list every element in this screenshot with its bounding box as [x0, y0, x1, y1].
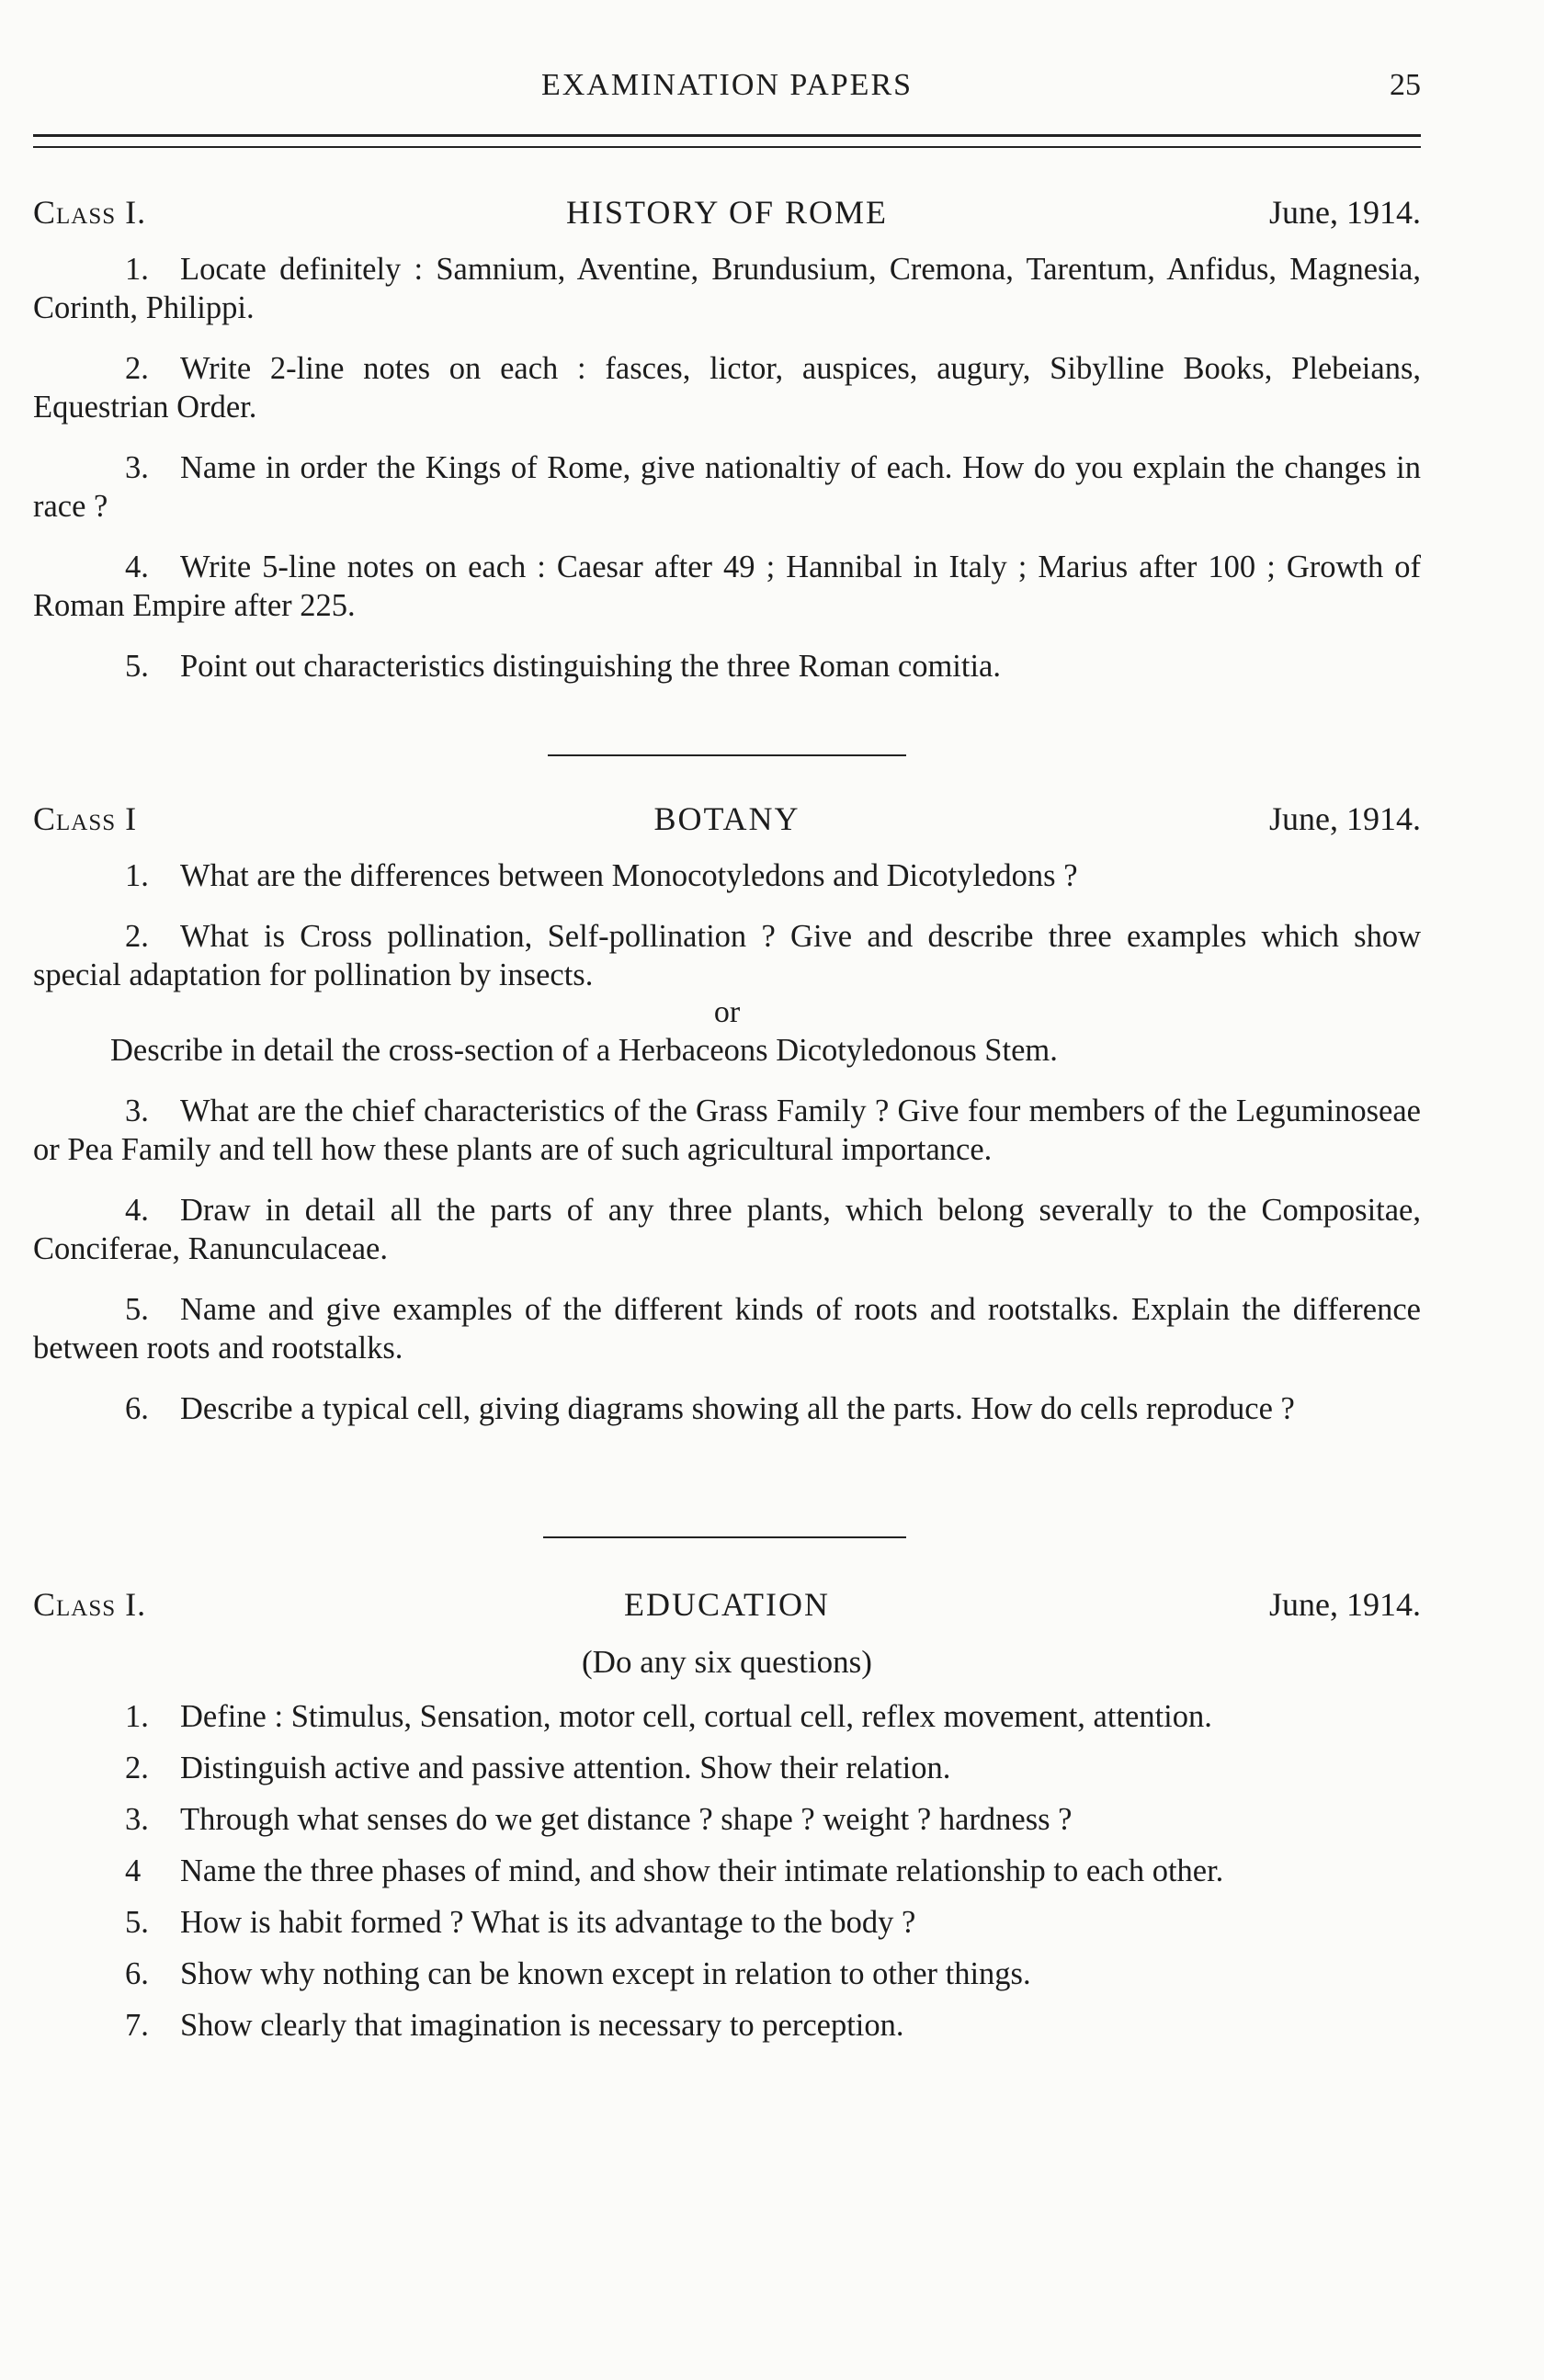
question — [33, 1697, 1421, 1736]
question-text: Name the three phases of mind, and show their intimate relationship to each other. — [180, 1853, 1224, 1888]
exam-date: June, 1914. — [1269, 800, 1421, 837]
question-number: 4 — [125, 1853, 142, 1888]
question — [33, 448, 1421, 526]
question — [33, 349, 1421, 426]
running-title: EXAMINATION PAPERS — [540, 68, 914, 102]
question-text: Locate definitely : Samnium, Aventine, Brundusium, Cremona, Tarentum, Anfidus, Magnesia, Corinth, Philippi. — [33, 252, 1421, 325]
question-text: What is Cross pollination, Self-pollination ? Give and describe three examples which show special adaptation for pollination by insects. — [33, 919, 1421, 992]
question-number: 3. — [125, 1802, 149, 1837]
class-label: Class I — [33, 800, 138, 837]
alternative-question: Describe in detail the cross-section of a Herbaceons Dicotyledonous Stem. — [110, 1033, 1058, 1068]
question-number: 2. — [125, 1751, 149, 1785]
question-text: How is habit formed ? What is its advantage to the body ? — [180, 1905, 916, 1940]
question-number: 1. — [125, 252, 149, 287]
question-text: Define : Stimulus, Sensation, motor cell, cortual cell, reflex movement, attention. — [180, 1699, 1212, 1734]
question — [33, 1955, 1421, 1993]
question — [33, 647, 1421, 686]
running-head — [33, 68, 1421, 114]
question-number: 1. — [125, 1699, 149, 1734]
exam-date: June, 1914. — [1269, 194, 1421, 231]
section-heading — [33, 1585, 1421, 1633]
question — [33, 1903, 1421, 1942]
question-text: What are the differences between Monocotyledons and Dicotyledons ? — [180, 858, 1078, 893]
question-text: Name in order the Kings of Rome, give nationaltiy of each. How do you explain the changes in race ? — [33, 450, 1421, 524]
question — [33, 856, 1421, 895]
question-number: 3. — [125, 1094, 149, 1128]
section-heading — [33, 799, 1421, 847]
section-title: EDUCATION — [624, 1586, 830, 1623]
question-text: Draw in detail all the parts of any three plants, which belong severally to the Compositae, Conciferae, Ranunculaceae. — [33, 1193, 1421, 1266]
question — [33, 548, 1421, 625]
question-number: 5. — [125, 1905, 149, 1940]
question-number: 3. — [125, 450, 149, 485]
section-education — [33, 1585, 1421, 2045]
section-botany — [33, 799, 1421, 1428]
question — [33, 1092, 1421, 1169]
question-number: 2. — [125, 351, 149, 386]
instruction: (Do any six questions) — [582, 1644, 872, 1680]
section-divider — [543, 1536, 906, 1538]
question-text: Write 2-line notes on each : fasces, lictor, auspices, augury, Sibylline Books, Plebeians, Equestrian Order. — [33, 351, 1421, 425]
question-number: 5. — [125, 649, 149, 684]
question — [33, 1290, 1421, 1367]
section-divider — [548, 754, 906, 756]
question-text: Point out characteristics distinguishing the three Roman comitia. — [180, 649, 1001, 684]
question-number: 4. — [125, 1193, 149, 1228]
exam-date: June, 1914. — [1269, 1586, 1421, 1623]
section-title: BOTANY — [653, 800, 800, 837]
or-label: or — [713, 995, 741, 1029]
section-heading — [33, 193, 1421, 241]
question-number: 2. — [125, 919, 149, 954]
class-label: Class I. — [33, 194, 147, 231]
question-number: 5. — [125, 1292, 149, 1327]
question-number: 6. — [125, 1956, 149, 1991]
question-number: 4. — [125, 550, 149, 584]
question — [33, 2006, 1421, 2045]
question-text: Describe a typical cell, giving diagrams showing all the parts. How do cells reproduce ? — [180, 1391, 1295, 1426]
question-text: Write 5-line notes on each : Caesar after 49 ; Hannibal in Italy ; Marius after 100 ; Growth of Roman Empire after 225. — [33, 550, 1421, 623]
page-number: 25 — [1390, 68, 1421, 102]
question-text: Distinguish active and passive attention. Show their relation. — [180, 1751, 951, 1785]
question — [33, 917, 1421, 994]
header-rule-thin — [33, 146, 1421, 148]
section-history-of-rome — [33, 193, 1421, 686]
class-label: Class I. — [33, 1586, 147, 1623]
page — [33, 0, 1421, 2380]
question — [33, 1191, 1421, 1268]
question — [33, 1800, 1421, 1839]
question-text: Name and give examples of the different kinds of roots and rootstalks. Explain the difference between roots and rootstalks. — [33, 1292, 1421, 1366]
question-text: Show clearly that imagination is necessary to perception. — [180, 2008, 904, 2043]
section-title: HISTORY OF ROME — [565, 194, 889, 231]
question — [33, 250, 1421, 327]
question — [33, 1389, 1421, 1428]
question-number: 1. — [125, 858, 149, 893]
question-text: Show why nothing can be known except in relation to other things. — [180, 1956, 1031, 1991]
question-number: 7. — [125, 2008, 149, 2043]
header-rule-thick — [33, 134, 1421, 137]
question — [33, 1749, 1421, 1787]
question-text: What are the chief characteristics of the Grass Family ? Give four members of the Leguminoseae or Pea Family and tell how these plants are of such agricultural importance. — [33, 1094, 1421, 1167]
question — [33, 1852, 1421, 1890]
question-text: Through what senses do we get distance ? shape ? weight ? hardness ? — [180, 1802, 1073, 1837]
question-number: 6. — [125, 1391, 149, 1426]
